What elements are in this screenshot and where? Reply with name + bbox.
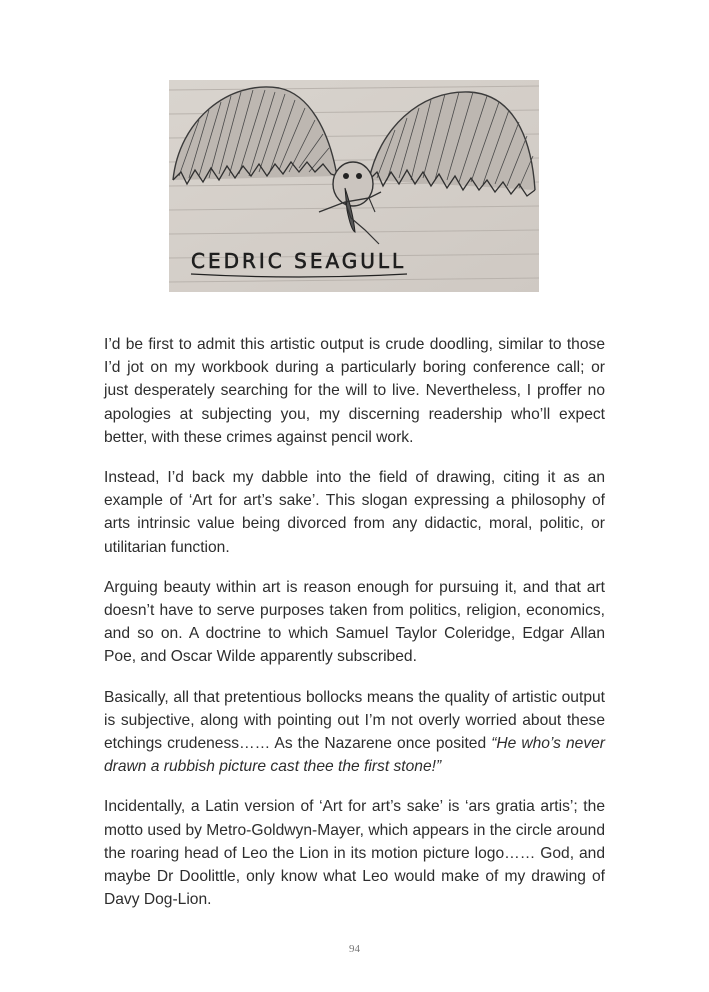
page-number: 94 xyxy=(349,943,360,955)
italic-quote: “He who’s never drawn a rubbish picture cast thee the first stone!” xyxy=(104,735,605,776)
paragraph xyxy=(104,686,605,779)
sketch-caption: CEDRIC SEAGULL xyxy=(191,249,407,273)
paragraph: Instead, I’d back my dabble into the field of drawing, citing it as an example of ‘Art for art’s sake’. This slogan expressing a philosophy of arts intrinsic value being divorced from any didactic, moral, politic, or utilitarian function. xyxy=(104,469,605,556)
seagull-sketch-image xyxy=(169,80,539,292)
paragraph: Arguing beauty within art is reason enough for pursuing it, and that art doesn’t have to serve purposes taken from politics, religion, economics, and so on. A doctrine to which Samuel Taylor Coleridge, Edgar Allan Poe, and Oscar Wilde apparently subscribed. xyxy=(104,578,605,666)
paragraph: Incidentally, a Latin version of ‘Art for art’s sake’ is ‘ars gratia artis’; the motto used by Metro-Goldwyn-Mayer, which appears in the circle around the roaring head of Leo the Lion in its motion picture logo…… God, and maybe Dr Doolittle, only know what Leo would make of my drawing of Davy Dog-Lion. xyxy=(104,798,605,909)
body-text xyxy=(104,333,605,911)
paragraph: I’d be first to admit this artistic output is crude doodling, similar to those I’d jot on my workbook during a particularly boring conference call; or just desperately searching for the will to live. Nevertheless, I proffer no apologies at subjecting you, my discerning readership who’ll expect better, with these crimes against pencil work. xyxy=(104,336,605,446)
paragraph-text: Basically, all that pretentious bollocks means the quality of artistic output is subjective, along with pointing out I’m not overly worried about these etchings crudeness…… As the Nazarene once posited xyxy=(104,688,605,753)
